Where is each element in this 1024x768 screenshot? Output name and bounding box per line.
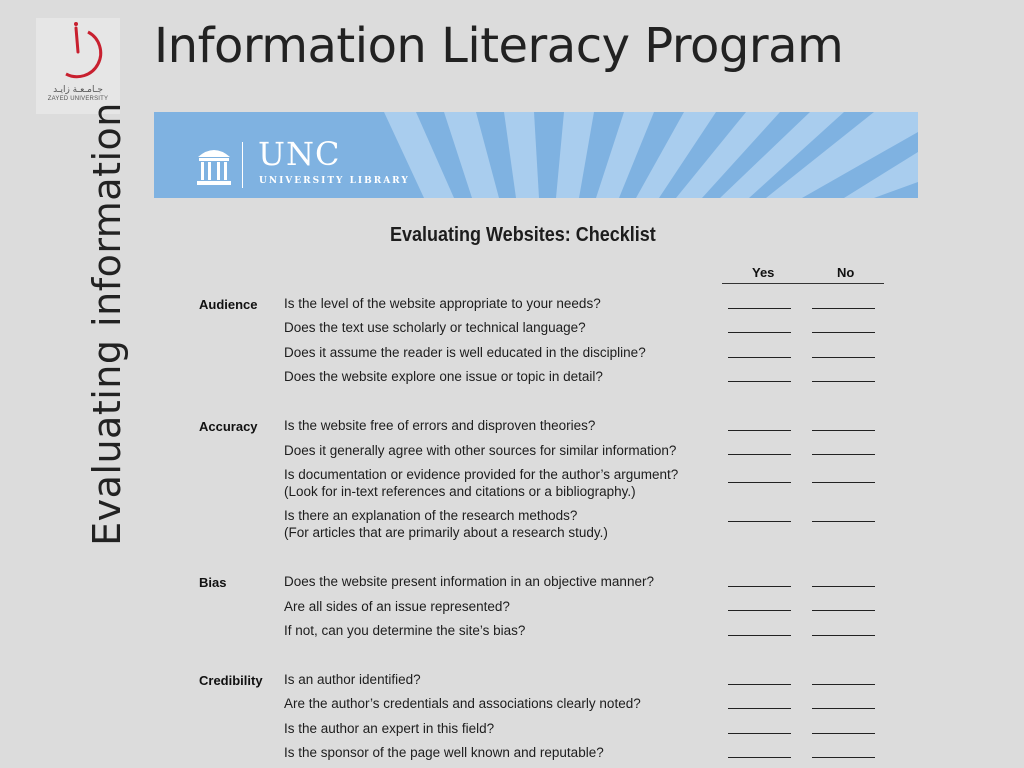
question-text: Is the sponsor of the page well known and reputable?: [284, 745, 604, 760]
yes-answer-blank[interactable]: [728, 381, 791, 382]
no-answer-blank[interactable]: [812, 610, 875, 611]
question-text: Is the level of the website appropriate to your needs?: [284, 296, 601, 311]
section-label-accuracy: Accuracy: [199, 419, 258, 434]
yes-answer-blank[interactable]: [728, 635, 791, 636]
question-text: Does it assume the reader is well educated in the discipline?: [284, 345, 646, 360]
no-answer-blank[interactable]: [812, 733, 875, 734]
yes-answer-blank[interactable]: [728, 684, 791, 685]
question-text: Is there an explanation of the research methods?: [284, 508, 578, 523]
no-answer-blank[interactable]: [812, 757, 875, 758]
no-answer-blank[interactable]: [812, 332, 875, 333]
yes-answer-blank[interactable]: [728, 308, 791, 309]
yes-answer-blank[interactable]: [728, 610, 791, 611]
question-text: Does the website explore one issue or topic in detail?: [284, 369, 603, 384]
checklist-title: Evaluating Websites: Checklist: [390, 224, 656, 246]
page-title: Information Literacy Program: [154, 18, 844, 74]
question-text: Are all sides of an issue represented?: [284, 599, 510, 614]
yes-answer-blank[interactable]: [728, 757, 791, 758]
no-column-header: No: [837, 265, 855, 280]
question-text: Is documentation or evidence provided for the author’s argument?: [284, 467, 679, 482]
question-text: Does the text use scholarly or technical language?: [284, 320, 586, 335]
no-answer-blank[interactable]: [812, 635, 875, 636]
question-text: Does the website present information in an objective manner?: [284, 574, 654, 589]
logo-arabic-text: جـامـعـة زايـد: [53, 85, 103, 95]
question-text: Are the author’s credentials and associations clearly noted?: [284, 696, 641, 711]
question-text: If not, can you determine the site’s bias?: [284, 623, 526, 638]
yes-answer-blank[interactable]: [728, 454, 791, 455]
no-answer-blank[interactable]: [812, 586, 875, 587]
question-text: Is an author identified?: [284, 672, 421, 687]
question-text: Is the website free of errors and disproven theories?: [284, 418, 596, 433]
no-answer-blank[interactable]: [812, 308, 875, 309]
section-label-credibility: Credibility: [199, 673, 263, 688]
unc-brand: UNC: [258, 135, 341, 173]
question-text: Is the author an expert in this field?: [284, 721, 495, 736]
no-answer-blank[interactable]: [812, 521, 875, 522]
no-answer-blank[interactable]: [812, 381, 875, 382]
zayed-university-logo: [36, 18, 120, 114]
no-answer-blank[interactable]: [812, 430, 875, 431]
question-text: Does it generally agree with other sources for similar information?: [284, 443, 677, 458]
yes-answer-blank[interactable]: [728, 586, 791, 587]
section-label-audience: Audience: [199, 297, 258, 312]
logo-english-text: ZAYED UNIVERSITY: [47, 96, 109, 102]
no-answer-blank[interactable]: [812, 454, 875, 455]
question-note: (Look for in-text references and citations or a bibliography.): [284, 484, 636, 499]
old-well-icon: [196, 143, 232, 187]
yes-answer-blank[interactable]: [728, 482, 791, 483]
yes-answer-blank[interactable]: [728, 430, 791, 431]
no-answer-blank[interactable]: [812, 357, 875, 358]
unc-subtitle: UNIVERSITY LIBRARY: [259, 176, 410, 186]
yes-answer-blank[interactable]: [728, 521, 791, 522]
yes-answer-blank[interactable]: [728, 357, 791, 358]
no-answer-blank[interactable]: [812, 684, 875, 685]
section-label-bias: Bias: [199, 575, 227, 590]
side-title: Evaluating information: [85, 102, 129, 546]
no-answer-blank[interactable]: [812, 708, 875, 709]
yes-column-header: Yes: [752, 265, 775, 280]
yes-answer-blank[interactable]: [728, 733, 791, 734]
yes-answer-blank[interactable]: [728, 332, 791, 333]
yes-answer-blank[interactable]: [728, 708, 791, 709]
banner-divider: [242, 142, 243, 188]
header-rule: [722, 283, 884, 284]
no-answer-blank[interactable]: [812, 482, 875, 483]
logo-crescent-icon: [36, 18, 120, 88]
question-note: (For articles that are primarily about a research study.): [284, 525, 608, 540]
